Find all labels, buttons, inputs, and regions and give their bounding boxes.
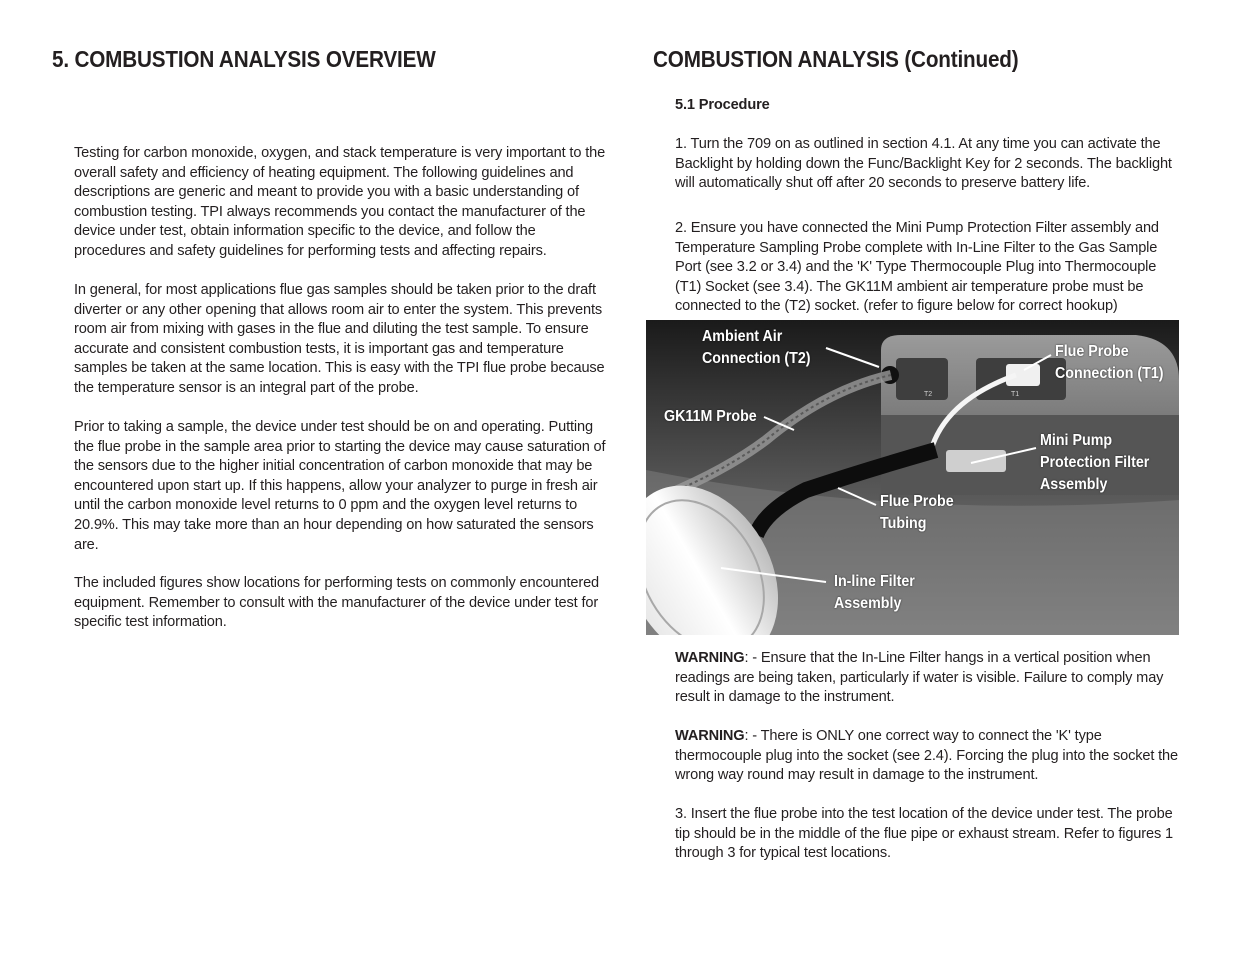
socket-t1-label: T1 [1011,391,1020,398]
warning-thermocouple [675,727,1185,786]
figures-paragraph: The included figures show locations for performing tests on commonly encountered equipment. Remember to consult with the manufacturer of the device under test for specific test information. [74,575,600,631]
callout-flue-probe-tubing: Flue Probe Tubing [880,493,954,532]
procedure-step-2: 2. Ensure you have connected the Mini Pump Protection Filter assembly and Temperature Sampling Probe complete with In-Line Filter to the Gas Sample Port (see 3.2 or 3.4) and the 'K' Type Thermocouple Plug into Thermocouple (T1) Socket (see 3.4). The GK11M ambient air temperature probe must be connected to the (T2) socket. (refer to figure below for correct hookup) [675,220,1159,315]
procedure-step-1: 1. Turn the 709 on as outlined in section 4.1. At any time you can activate the Backlight by holding down the Func/Backlight Key for 2 seconds. The backlight will automatically shut off after 20 seconds to preserve battery life. [675,136,1172,192]
hookup-photo [646,320,1179,635]
callout-mini-pump-filter: Mini Pump Protection Filter Assembly [1040,432,1150,493]
procedure-step-3: 3. Insert the flue probe into the test location of the device under test. The probe tip should be in the middle of the flue pipe or exhaust stream. Refer to figures 1 through 3 for typical test locations. [675,806,1173,862]
intro-paragraph: Testing for carbon monoxide, oxygen, and stack temperature is very important to the overall safety and efficiency of heating equipment. The following guidelines and descriptions are generic and meant to provide you with a basic understanding of combustion testing. TPI always recommends you contact the manufacturer of the device under test, obtain information specific to the device, and follow the procedures and safety guidelines for performing tests and affecting repairs. [74,145,606,259]
callout-gk11m-probe: GK11M Probe [664,408,757,425]
socket-t2-label: T2 [924,391,933,398]
right-page-title: COMBUSTION ANALYSIS (Continued) [653,46,1019,72]
callout-inline-filter: In-line Filter Assembly [834,573,915,612]
warning-label: WARNING [675,650,745,666]
warning-thermocouple-text: : - There is ONLY one correct way to connect the 'K' type thermocouple plug into the socket (see 2.4). Forcing the plug into the socket the wrong way round may result in damage to the instrument. [675,728,1178,784]
sampling-location-paragraph: In general, for most applications flue gas samples should be taken prior to the draft diverter or any other opening that allows room air to enter the system. This prevents room air from mixing with gases in the flue and diluting the test sample. To ensure accurate and consistent combustion tests, it is important gas and temperature samples be taken at the same location. This is easy with the TPI flue probe because the temperature sensor is an integral part of the probe. [74,282,605,396]
warning-inline-filter [675,649,1185,708]
left-page-title: 5. COMBUSTION ANALYSIS OVERVIEW [52,46,436,72]
pre-sample-paragraph: Prior to taking a sample, the device under test should be on and operating. Putting the flue probe in the sample area prior to starting the device may cause saturation of the sensors due to the higher initial concentration of carbon monoxide that may be encountered upon start up. If this happens, allow your analyzer to purge in fresh air until the carbon monoxide level returns to 0 ppm and the oxygen level returns to 20.9%. This may take more than an hour depending on how saturated the sensors are. [74,419,606,553]
procedure-subheading: 5.1 Procedure [675,97,770,113]
callout-flue-probe-connection: Flue Probe Connection (T1) [1055,343,1164,382]
callout-ambient-air: Ambient Air Connection (T2) [702,328,811,367]
warning-inline-filter-text: : - Ensure that the In-Line Filter hangs in a vertical position when readings are being taken, particularly if water is visible. Failure to comply may result in damage to the instrument. [675,650,1164,706]
warning-label: WARNING [675,728,745,744]
